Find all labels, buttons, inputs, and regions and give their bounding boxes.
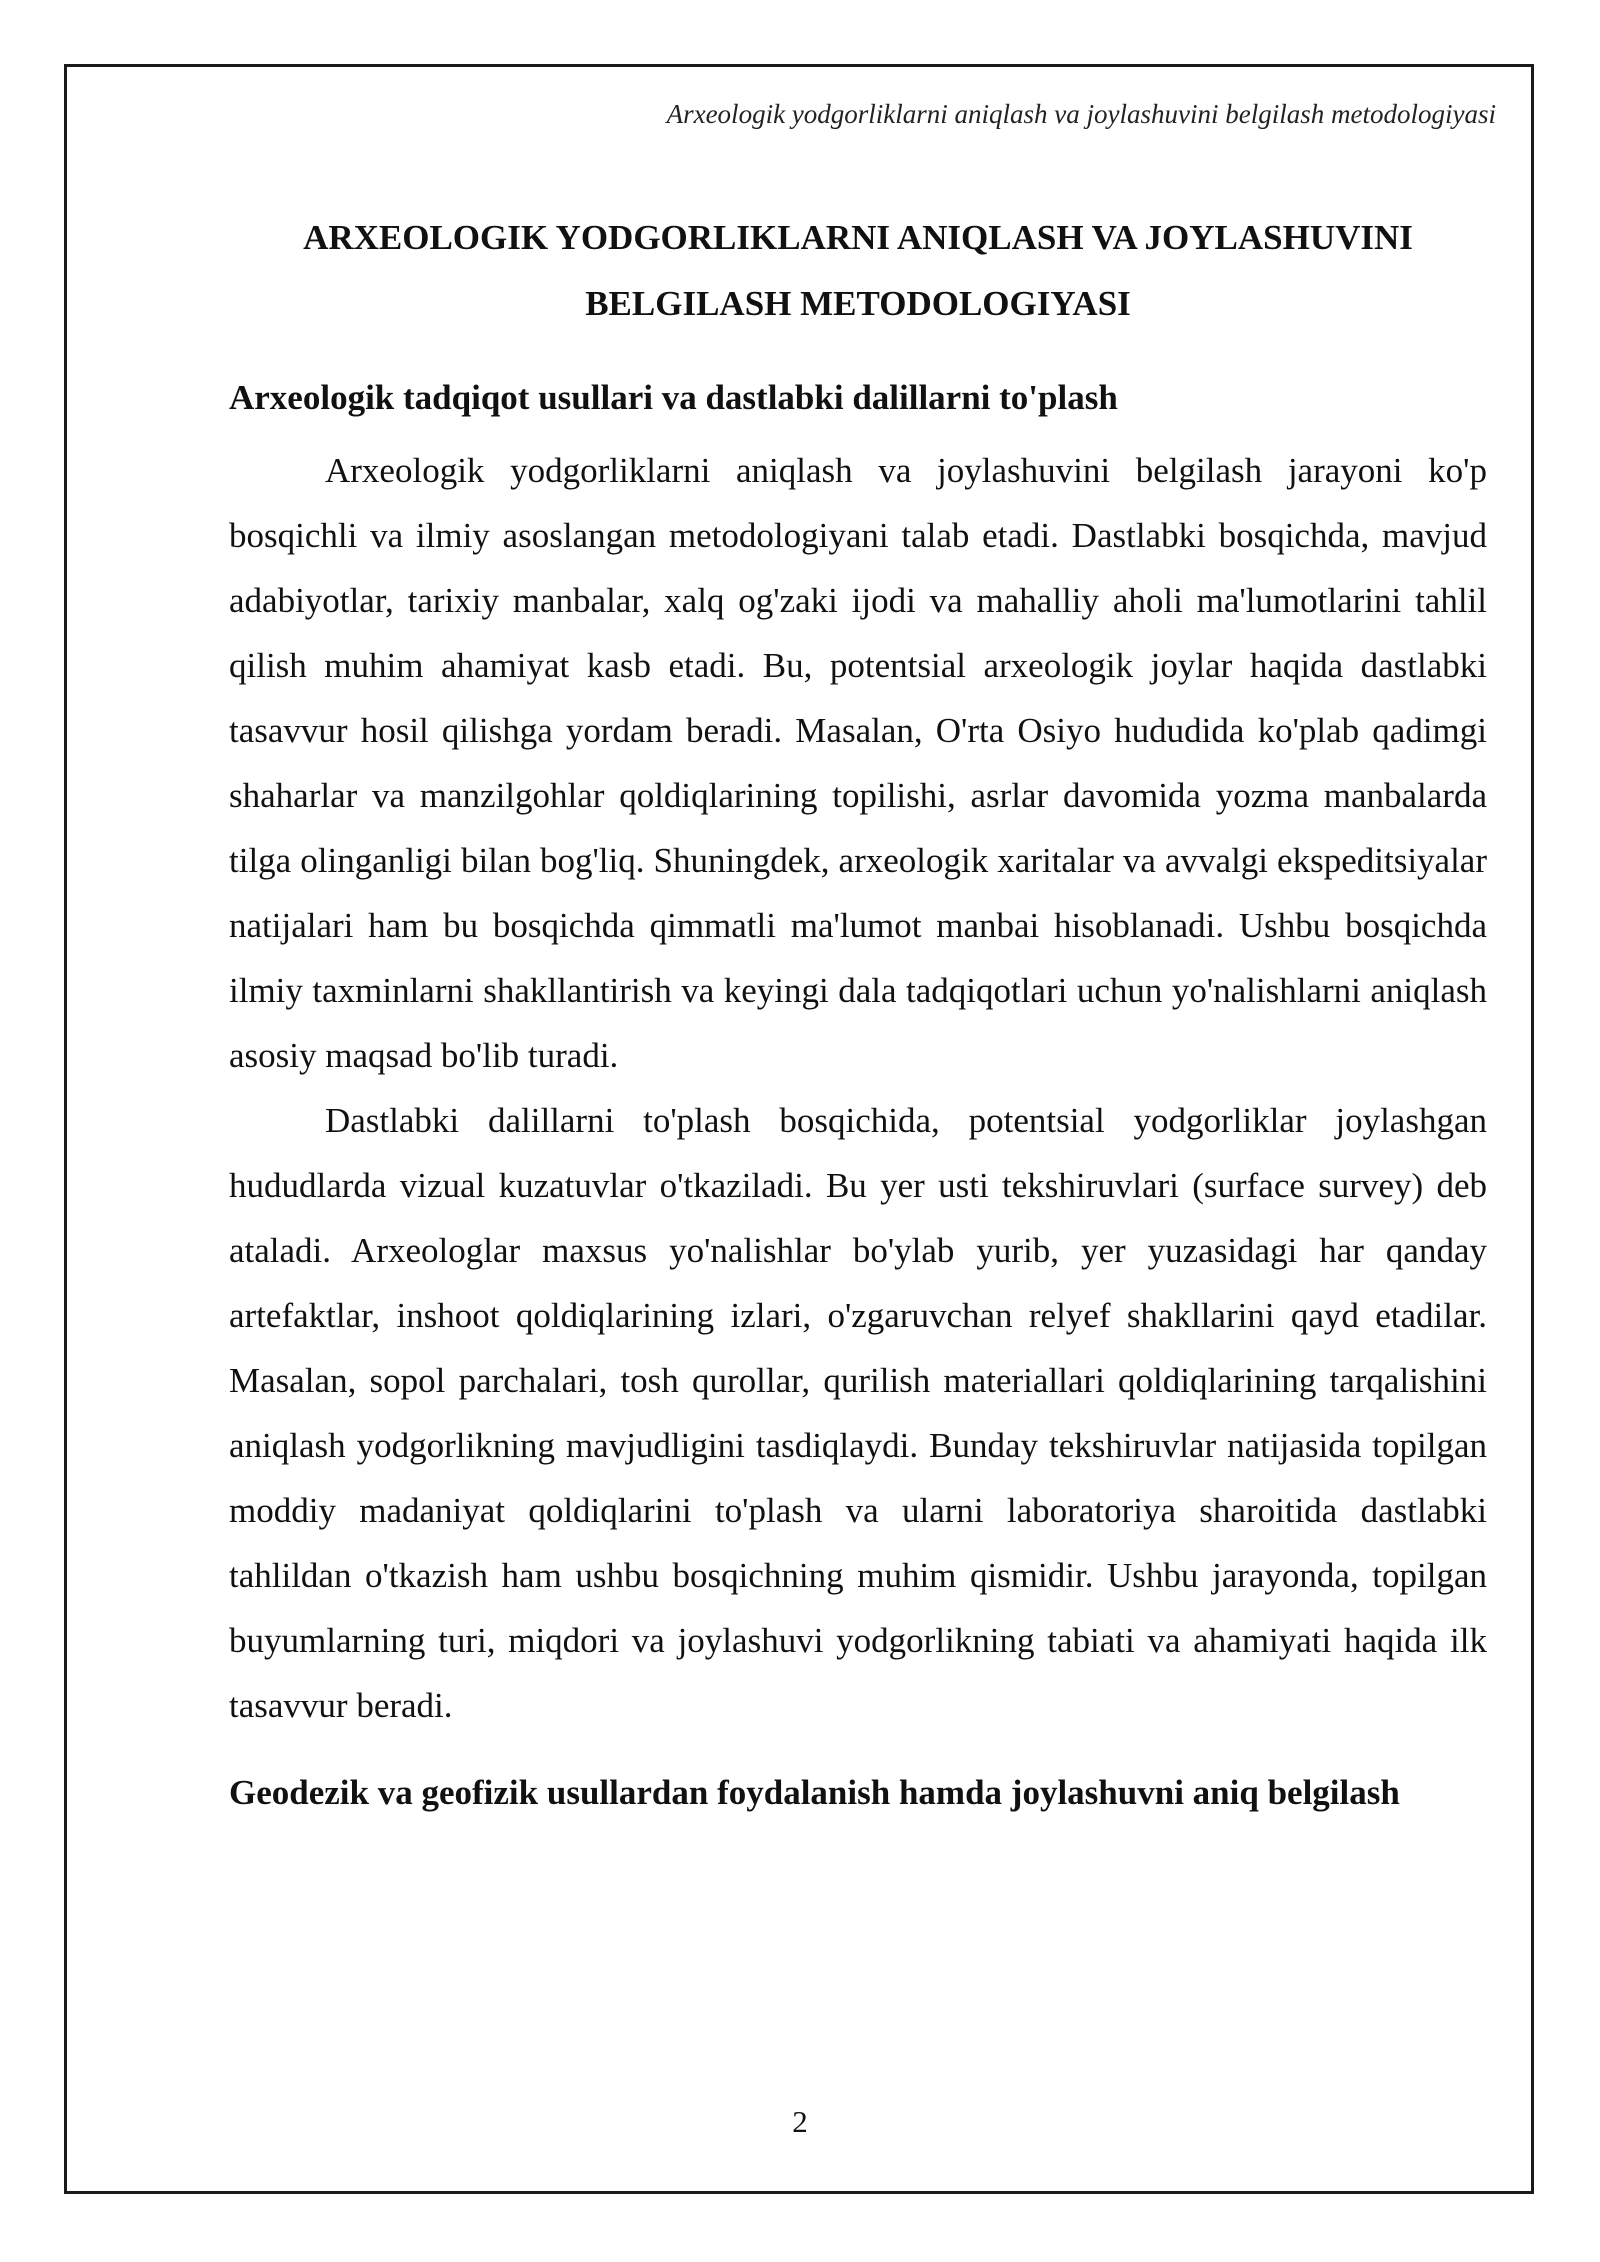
document-title: ARXEOLOGIK YODGORLIKLARNI ANIQLASH VA JOYLASHUVINI BELGILASH METODOLOGIYASI bbox=[303, 218, 1413, 323]
section-heading-2: Geodezik va geofizik usullardan foydalanish hamda joylashuvni aniq belgilash bbox=[229, 1773, 1400, 1812]
page-number: 2 bbox=[792, 2104, 808, 2139]
page-content bbox=[229, 205, 1487, 1826]
paragraph-2: Dastlabki dalillarni to'plash bosqichida, potentsial yodgorliklar joylashgan hududlarda vizual kuzatuvlar o'tkaziladi. Bu yer usti tekshiruvlari (surface survey) deb ataladi. Arxeologlar maxsus yo'nalishlar bo'ylab yurib, yer yuzasidagi har qanday artefaktlar, inshoot qoldiqlarining izlari, o'zgaruvchan relyef shakllarini qayd etadilar. Masalan, sopol parchalari, tosh qurollar, qurilish materiallari qoldiqlarining tarqalishini aniqlash yodgorlikning mavjudligini tasdiqlaydi. Bunday tekshiruvlar natijasida topilgan moddiy madaniyat qoldiqlarini to'plash va ularni laboratoriya sharoitida dastlabki tahlildan o'tkazish ham ushbu bosqichning muhim qismidir. Ushbu jarayonda, topilgan buyumlarning turi, miqdori va joylashuvi yodgorlikning tabiati va ahamiyati haqida ilk tasavvur beradi. bbox=[229, 1101, 1487, 1725]
running-header: Arxeologik yodgorliklarni aniqlash va joylashuvini belgilash metodologiyasi bbox=[666, 99, 1496, 129]
paragraph-1: Arxeologik yodgorliklarni aniqlash va joylashuvini belgilash jarayoni ko'p bosqichli va ilmiy asoslangan metodologiyani talab etadi. Dastlabki bosqichda, mavjud adabiyotlar, tarixiy manbalar, xalq og'zaki ijodi va mahalliy aholi ma'lumotlarini tahlil qilish muhim ahamiyat kasb etadi. Bu, potentsial arxeologik joylar haqida dastlabki tasavvur hosil qilishga yordam beradi. Masalan, O'rta Osiyo hududida ko'plab qadimgi shaharlar va manzilgohlar qoldiqlarining topilishi, asrlar davomida yozma manbalarda tilga olinganligi bilan bog'liq. Shuningdek, arxeologik xaritalar va avvalgi ekspeditsiyalar natijalari ham bu bosqichda qimmatli ma'lumot manbai hisoblanadi. Ushbu bosqichda ilmiy taxminlarni shakllantirish va keyingi dala tadqiqotlari uchun yo'nalishlarni aniqlash asosiy maqsad bo'lib turadi. bbox=[229, 451, 1487, 1075]
section-heading-1: Arxeologik tadqiqot usullari va dastlabki dalillarni to'plash bbox=[229, 378, 1118, 417]
